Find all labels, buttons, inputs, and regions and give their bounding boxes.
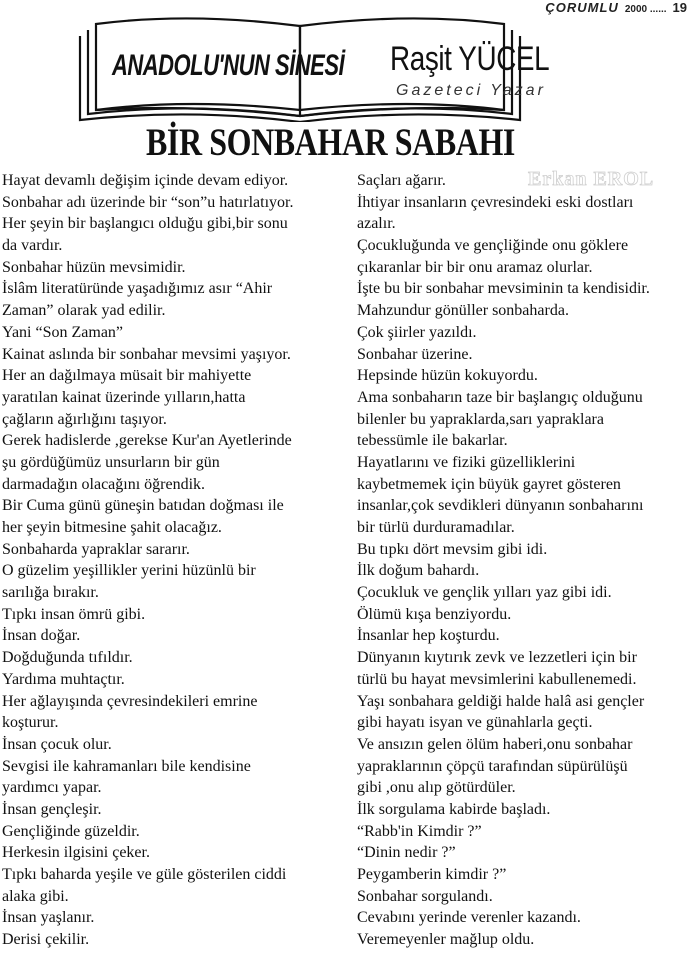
- text-line: Gerek hadislerde ,gerekse Kur'an Ayetlerinde: [2, 432, 292, 450]
- text-line: alaka gibi.: [2, 887, 69, 905]
- text-line: gibi ,onu alıp götürdüler.: [357, 779, 516, 797]
- text-line: Yardıma muhtaçtır.: [2, 670, 125, 688]
- text-line: Doğduğunda tıfıldır.: [2, 649, 133, 667]
- text-line: Hepsinde hüzün kokuyordu.: [357, 367, 538, 385]
- text-line: Bu tıpkı dört mevsim gibi idi.: [357, 540, 548, 558]
- text-line: Hayat devamlı değişim içinde devam ediyor.: [2, 172, 289, 189]
- text-line: darmadağın olacağını öğrendik.: [2, 475, 206, 493]
- text-line: İlk sorgulama kabirde başladı.: [357, 800, 551, 818]
- author-name: Raşit YÜCEL: [390, 40, 550, 78]
- text-line: bilenler bu yapraklarda,sarı yapraklara: [357, 410, 604, 428]
- text-line: türlü bu hayat mevsimlerini kabullenemedi.: [357, 670, 637, 688]
- text-line: “Dinin nedir ?”: [357, 844, 456, 862]
- text-line: Ama sonbaharın taze bir başlangıç olduğunu: [357, 388, 643, 406]
- page-number: 19: [672, 0, 687, 15]
- text-line: Sonbahar hüzün mevsimidir.: [2, 258, 186, 276]
- text-line: Her an dağılmaya müsait bir mahiyette: [2, 367, 252, 385]
- issue-label: 2000 ......: [624, 4, 667, 15]
- article-column-2: [357, 170, 693, 951]
- text-line: Sonbahar üzerine.: [357, 345, 473, 363]
- text-line: Sonbahar sorgulandı.: [357, 887, 493, 905]
- text-line: Yani “Son Zaman”: [2, 323, 124, 341]
- text-line: çıkaranlar bir bir onu aramaz olurlar.: [357, 258, 593, 276]
- text-line: İhtiyar insanların çevresindeki eski dostları: [357, 193, 634, 211]
- column-title: ANADOLU'NUN SİNESİ: [112, 48, 345, 82]
- text-line: Saçları ağarır.: [357, 172, 446, 189]
- text-line: “Rabb'in Kimdir ?”: [357, 822, 482, 840]
- text-line: koşturur.: [2, 714, 59, 732]
- text-line: İnsan yaşlanır.: [2, 909, 95, 927]
- text-line: her şeyin bitmesine şahit olacağız.: [2, 519, 222, 536]
- text-line: Hayatlarını ve fiziki güzelliklerini: [357, 453, 576, 471]
- text-line: Sonbaharda yapraklar sararır.: [2, 540, 190, 558]
- text-line: İnsanlar hep koşturdu.: [357, 627, 500, 645]
- text-line: Cevabını yerinde verenler kazandı.: [357, 909, 581, 927]
- text-line: Ölümü kışa benziyordu.: [357, 605, 512, 623]
- text-line: şu gördüğümüz unsurların bir gün: [2, 453, 220, 471]
- text-line: Sevgisi ile kahramanları bile kendisine: [2, 757, 251, 775]
- text-line: Çocukluğunda ve gençliğinde onu göklere: [357, 237, 629, 255]
- text-line: Her ağlayışında çevresindekileri emrine: [2, 692, 258, 710]
- text-line: yaratılan kainat üzerinde yılların,hatta: [2, 388, 246, 406]
- text-line: da vardır.: [2, 237, 63, 255]
- text-line: İslâm literatüründe yaşadığımız asır “Ahir: [2, 280, 273, 298]
- text-line: yardımcı yapar.: [2, 779, 102, 797]
- text-line: Tıpkı insan ömrü gibi.: [2, 605, 146, 623]
- text-line: çağların ağırlığını taşıyor.: [2, 410, 167, 428]
- text-line: gibi hayatı isyan ve günahlarla geçti.: [357, 714, 593, 732]
- open-book-banner: [0, 10, 603, 122]
- text-line: sarılığa bırakır.: [2, 584, 99, 602]
- text-line: İlk doğum bahardı.: [357, 562, 480, 580]
- article-byline: Erkan EROL: [528, 168, 655, 190]
- article-column-1: [2, 170, 347, 951]
- text-line: Derisi çekilir.: [2, 931, 90, 949]
- text-line: tebessümle ile bakarlar.: [357, 432, 508, 450]
- text-line: Bir Cuma günü güneşin batıdan doğması ile: [2, 497, 284, 515]
- magazine-name: ÇORUMLU: [545, 0, 619, 15]
- text-line: bir türlü durduramadılar.: [357, 519, 515, 536]
- text-line: Zaman” olarak yad edilir.: [2, 302, 166, 320]
- text-line: azalır.: [357, 215, 396, 233]
- text-line: Ve ansızın gelen ölüm haberi,onu sonbahar: [357, 735, 633, 753]
- text-line: kaybetmemek için büyük gayret gösteren: [357, 475, 621, 493]
- article-headline: BİR SONBAHAR SABAHI: [146, 121, 515, 164]
- text-line: Çocukluk ve gençlik yılları yaz gibi idi.: [357, 584, 612, 602]
- text-line: Gençliğinde güzeldir.: [2, 822, 140, 840]
- text-line: Her şeyin bir başlangıcı olduğu gibi,bir sonu: [2, 215, 288, 233]
- text-line: İşte bu bir sonbahar mevsiminin ta kendisidir.: [357, 280, 650, 298]
- text-line: Herkesin ilgisini çeker.: [2, 844, 150, 862]
- text-line: Veremeyenler mağlup oldu.: [357, 931, 535, 949]
- text-line: Çok şiirler yazıldı.: [357, 323, 477, 341]
- text-line: Dünyanın kıytırık zevk ve lezzetleri için bir: [357, 649, 637, 667]
- text-line: Mahzundur gönüller sonbaharda.: [357, 302, 569, 320]
- text-line: İnsan doğar.: [2, 627, 81, 645]
- text-line: Kainat aslında bir sonbahar mevsimi yaşıyor.: [2, 345, 291, 363]
- author-role: Gazeteci Yazar: [396, 82, 546, 99]
- text-line: yapraklarının çöpçü tarafından süpürülüşü: [357, 757, 628, 775]
- text-line: insanlar,çok sevdikleri dünyanın sonbaharını: [357, 497, 644, 515]
- text-line: Peygamberin kimdir ?”: [357, 866, 507, 883]
- text-line: Tıpkı baharda yeşile ve güle gösterilen ciddi: [2, 866, 287, 883]
- text-line: Sonbahar adı üzerinde bir “son”u hatırlatıyor.: [2, 193, 294, 211]
- text-line: İnsan çocuk olur.: [2, 735, 112, 753]
- text-line: İnsan gençleşir.: [2, 800, 102, 818]
- text-line: O güzelim yeşillikler yerini hüzünlü bir: [2, 562, 256, 580]
- text-line: Yaşı sonbahara geldiği halde halâ asi gençler: [357, 692, 645, 710]
